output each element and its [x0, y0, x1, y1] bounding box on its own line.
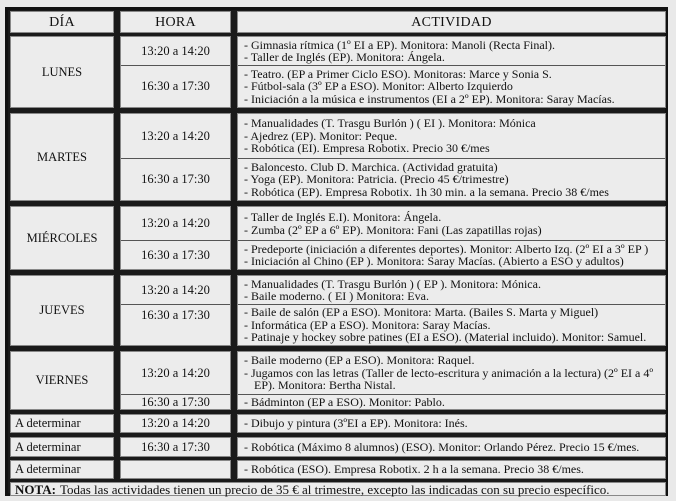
- time-slot: 16:30 a 17:30: [121, 304, 230, 345]
- header-time: HORA: [120, 11, 231, 33]
- note-text: Todas las actividades tienen un precio de 35 € al trimestre, excepto las indicadas con su precio específico.: [59, 481, 610, 497]
- time-slot: 13:20 a 14:20: [141, 43, 210, 58]
- activity-group-jueves: [237, 275, 666, 346]
- time-slot: 16:30 a 17:30: [121, 240, 230, 269]
- day-miercoles: MIÉRCOLES: [10, 206, 114, 270]
- activity-list: [238, 394, 665, 409]
- activity-item: - Informática (EP a ESO). Monitora: Saray Macías.: [244, 317, 491, 332]
- note-label: NOTA:: [15, 481, 56, 497]
- day-lunes: LUNES: [10, 36, 114, 108]
- header-day: DÍA: [10, 11, 114, 33]
- time-slot: 13:20 a 14:20: [141, 282, 210, 297]
- day-to-be-determined: A determinar: [10, 437, 114, 457]
- activity-group-viernes: [237, 351, 666, 410]
- note-row: [10, 482, 666, 496]
- day-to-be-determined: A determinar: [10, 414, 114, 433]
- activity-item: - Yoga (EP). Monitora: Patricia. (Precio 45 €/trimestre): [244, 172, 509, 187]
- time-slot: 16:30 a 17:30: [120, 437, 231, 457]
- activity-item: - Iniciación al Chino (EP ). Monitora: Saray Macías. (Abierto a ESO y adultos): [244, 254, 624, 268]
- activity-item: - Iniciación a la música e instrumentos (EI a 2º EP). Monitora: Saray Macías.: [244, 91, 615, 106]
- activity-item: - Robótica (EI). Empresa Robotix. Precio 30 €/mes: [244, 141, 490, 156]
- time-slot: 13:20 a 14:20: [141, 216, 210, 230]
- activity-list: [238, 158, 665, 200]
- activity-list: [238, 352, 665, 394]
- activity-list: [238, 304, 665, 345]
- time-slot: 16:30 a 17:30: [121, 65, 230, 107]
- activity-group-lunes: [237, 36, 666, 108]
- activity-item: - Baile moderno (EP a ESO). Monitora: Raquel.: [244, 353, 475, 368]
- activity-list: [238, 37, 665, 65]
- day-to-be-determined: A determinar: [10, 460, 114, 479]
- activity-item: - Taller de Inglés E.I). Monitora: Ángela.: [244, 210, 442, 224]
- time-slot: [120, 460, 231, 479]
- time-slot: 13:20 a 14:20: [141, 128, 210, 143]
- activity-item: - Fútbol-sala (3º EP a ESO). Monitor: Alberto Izquierdo: [244, 79, 513, 94]
- activity-item: - Gimnasia rítmica (1º EI a EP). Monitora: Manoli (Recta Final).: [244, 37, 555, 52]
- activity-item: - Ajedrez (EP). Monitor: Peque.: [244, 128, 398, 143]
- activity-group-martes: [237, 113, 666, 201]
- time-group-jueves: [120, 275, 231, 346]
- activity-list: [238, 65, 665, 107]
- day-jueves: JUEVES: [10, 275, 114, 346]
- time-group-lunes: [120, 36, 231, 108]
- time-group-martes: [120, 113, 231, 201]
- activity-item: - Baloncesto. Club D. Marchica. (Actividad gratuita): [244, 159, 498, 174]
- activity-item: - Teatro. (EP a Primer Ciclo ESO). Monitoras: Marce y Sonia S.: [244, 66, 552, 81]
- activity-item: - Taller de Inglés (EP). Monitora: Ángela.: [244, 50, 445, 64]
- activity-item: - Dibujo y pintura (3ºEI a EP). Monitora: Inés.: [237, 414, 666, 433]
- activity-item: - Robótica (EP). Empresa Robotix. 1h 30 min. a la semana. Precio 38 €/mes: [244, 184, 609, 199]
- activity-list: [238, 276, 665, 304]
- time-slot: 13:20 a 14:20: [141, 365, 210, 380]
- time-slot: 16:30 a 17:30: [121, 158, 230, 200]
- activity-item: - Baile de salón (EP a ESO). Monitora: Marta. (Bailes S. Marta y Miguel): [244, 305, 599, 320]
- activity-list: [238, 114, 665, 158]
- activity-item: - Manualidades (T. Trasgu Burlón ) ( EP ). Monitora: Mónica.: [244, 276, 541, 291]
- day-viernes: VIERNES: [10, 351, 114, 410]
- activity-item: - Baile moderno. ( EI ) Monitora: Eva.: [244, 289, 429, 303]
- activity-item: - Jugamos con las letras (Taller de lecto-escritura y animación a la lectura) (2º EI a 4º EP). Monitora: Bertha Nistal.: [244, 365, 654, 393]
- day-martes: MARTES: [10, 113, 114, 201]
- time-group-viernes: [120, 351, 231, 410]
- activity-item: - Manualidades (T. Trasgu Burlón ) ( EI ). Monitora: Mónica: [244, 116, 536, 131]
- header-activity: ACTIVIDAD: [237, 11, 666, 33]
- activity-item: - Predeporte (iniciación a diferentes deportes). Monitor: Alberto Izq. (2º EI a 3º EP ): [244, 241, 649, 256]
- activity-item: - Zumba (2º EP a 6º EP). Monitora: Fani (Las zapatillas rojas): [244, 222, 542, 237]
- activity-item: - Bádminton (EP a ESO). Monitor: Pablo.: [244, 394, 445, 409]
- activity-item: - Robótica (Máximo 8 alumnos) (ESO). Monitor: Orlando Pérez. Precio 15 €/mes.: [237, 437, 666, 457]
- activity-list: [238, 207, 665, 240]
- activity-list: [238, 240, 665, 269]
- activity-item: - Patinaje y hockey sobre patines (EI a ESO). (Material incluido). Monitor: Samuel.: [244, 330, 647, 345]
- activity-item: - Robótica (ESO). Empresa Robotix. 2 h a la semana. Precio 38 €/mes.: [237, 460, 666, 479]
- time-group-miercoles: [120, 206, 231, 270]
- activity-group-miercoles: [237, 206, 666, 270]
- time-slot: 13:20 a 14:20: [120, 414, 231, 433]
- time-slot: 16:30 a 17:30: [121, 394, 230, 409]
